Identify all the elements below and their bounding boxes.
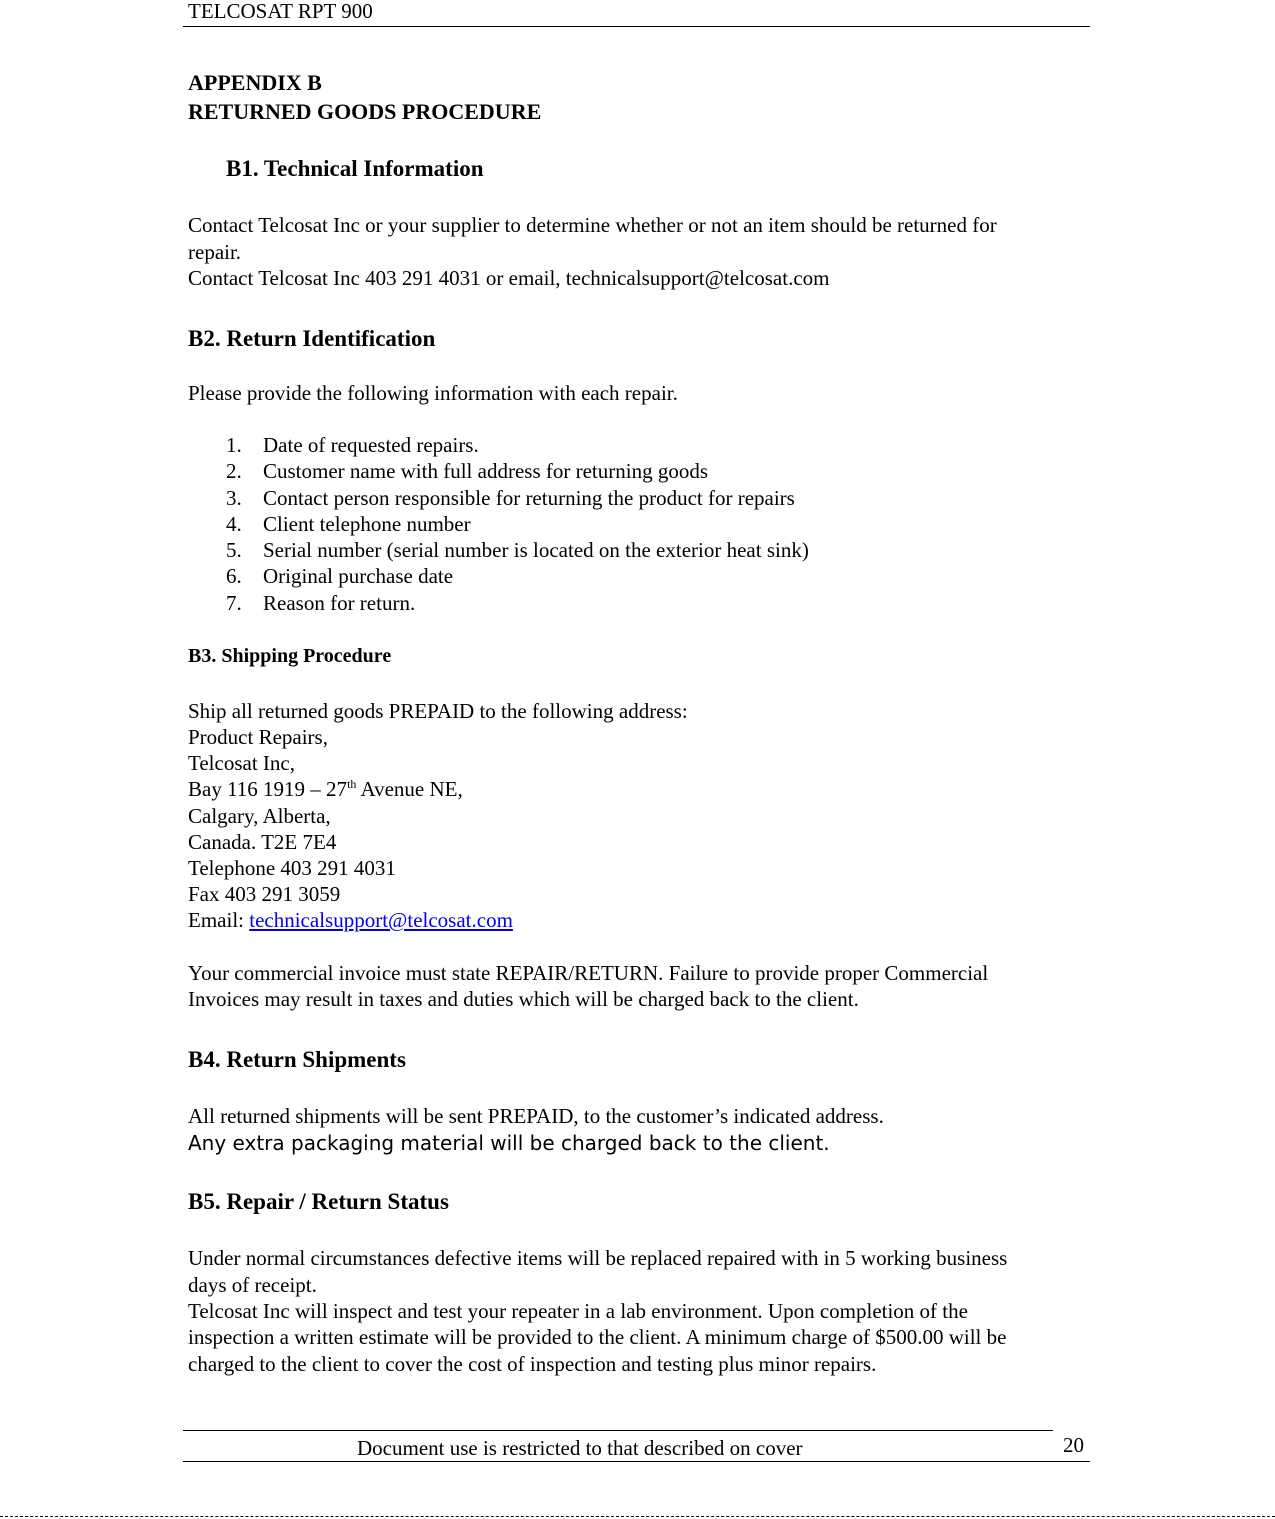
list-item-number: 4.: [226, 511, 242, 536]
b2-intro: Please provide the following information with each repair.: [188, 381, 678, 405]
b5-line-3: Telcosat Inc will inspect and test your repeater in a lab environment. Upon completion of the: [188, 1299, 968, 1323]
section-b4-heading: B4. Return Shipments: [188, 1047, 406, 1072]
address-line-4: Calgary, Alberta,: [188, 804, 331, 828]
list-item-number: 5.: [226, 538, 242, 563]
footer-bottom-rule: [183, 1461, 1090, 1462]
b4-line-1: All returned shipments will be sent PREPAID, to the customer’s indicated address.: [188, 1104, 884, 1128]
list-item-number: 2.: [226, 459, 242, 484]
list-item-text: Contact person responsible for returning the product for repairs: [263, 485, 795, 510]
b5-line-2: days of receipt.: [188, 1273, 317, 1297]
list-item-text: Original purchase date: [263, 564, 454, 589]
list-item-text: Date of requested repairs.: [263, 433, 479, 457]
list-item-text: Reason for return.: [263, 590, 416, 615]
appendix-title: RETURNED GOODS PROCEDURE: [188, 99, 542, 124]
telephone-line: Telephone 403 291 4031: [188, 856, 396, 880]
address-line-3: [188, 776, 463, 802]
address-street: Bay 116 1919 – 27: [188, 777, 348, 801]
b4-line-2: Any extra packaging material will be charged back to the client.: [188, 1131, 830, 1155]
b5-line-1: Under normal circumstances defective items will be replaced repaired with in 5 working business: [188, 1246, 1008, 1270]
b5-line-5: charged to the client to cover the cost of inspection and testing plus minor repairs.: [188, 1352, 877, 1376]
list-item: [226, 432, 809, 458]
list-item: [226, 590, 809, 616]
list-item-number: 7.: [226, 590, 242, 615]
b3-intro: Ship all returned goods PREPAID to the following address:: [188, 699, 688, 723]
list-item-number: 3.: [226, 485, 242, 510]
list-item-text: Client telephone number: [263, 511, 471, 536]
b1-line-2: repair.: [188, 240, 242, 264]
list-item: [226, 485, 809, 511]
b1-line-3: Contact Telcosat Inc 403 291 4031 or email, technicalsupport@telcosat.com: [188, 266, 830, 290]
invoice-note-line-2: Invoices may result in taxes and duties which will be charged back to the client.: [188, 987, 859, 1011]
list-item-number: 6.: [226, 564, 242, 589]
footer-top-rule: [183, 1430, 1053, 1431]
list-item-text: Customer name with full address for returning goods: [263, 459, 708, 484]
footer-notice: Document use is restricted to that described on cover: [357, 1436, 803, 1460]
list-item: [226, 537, 809, 563]
header-rule: [183, 26, 1090, 27]
list-item: [226, 458, 809, 484]
section-b5-heading: B5. Repair / Return Status: [188, 1189, 449, 1214]
list-item: [226, 563, 809, 589]
address-street-suffix: Avenue NE,: [356, 777, 463, 801]
section-b3-heading: B3. Shipping Procedure: [188, 645, 392, 667]
appendix-label: APPENDIX B: [188, 70, 322, 95]
page-edge-divider: [0, 1516, 1275, 1517]
email-link[interactable]: technicalsupport@telcosat.com: [249, 908, 513, 932]
b1-line-1: Contact Telcosat Inc or your supplier to determine whether or not an item should be returned for: [188, 213, 997, 237]
running-header: TELCOSAT RPT 900: [188, 0, 373, 23]
invoice-note-line-1: Your commercial invoice must state REPAIR/RETURN. Failure to provide proper Commercial: [188, 961, 989, 985]
fax-line: Fax 403 291 3059: [188, 882, 341, 906]
b5-line-4: inspection a written estimate will be provided to the client. A minimum charge of $500.00 will be: [188, 1325, 1007, 1349]
requirements-list: [226, 432, 809, 616]
list-item-text: Serial number (serial number is located on the exterior heat sink): [263, 538, 809, 563]
address-line-1: Product Repairs,: [188, 725, 328, 749]
section-b1-heading: B1. Technical Information: [226, 156, 484, 181]
list-item: [226, 511, 809, 537]
list-item-number: 1.: [226, 433, 242, 457]
email-label: Email:: [188, 908, 250, 932]
page-number: 20: [1063, 1433, 1084, 1457]
ordinal-suffix: th: [347, 777, 357, 791]
email-line: [188, 907, 513, 933]
address-line-5: Canada. T2E 7E4: [188, 830, 337, 854]
section-b2-heading: B2. Return Identification: [188, 326, 436, 351]
address-line-2: Telcosat Inc,: [188, 751, 295, 775]
